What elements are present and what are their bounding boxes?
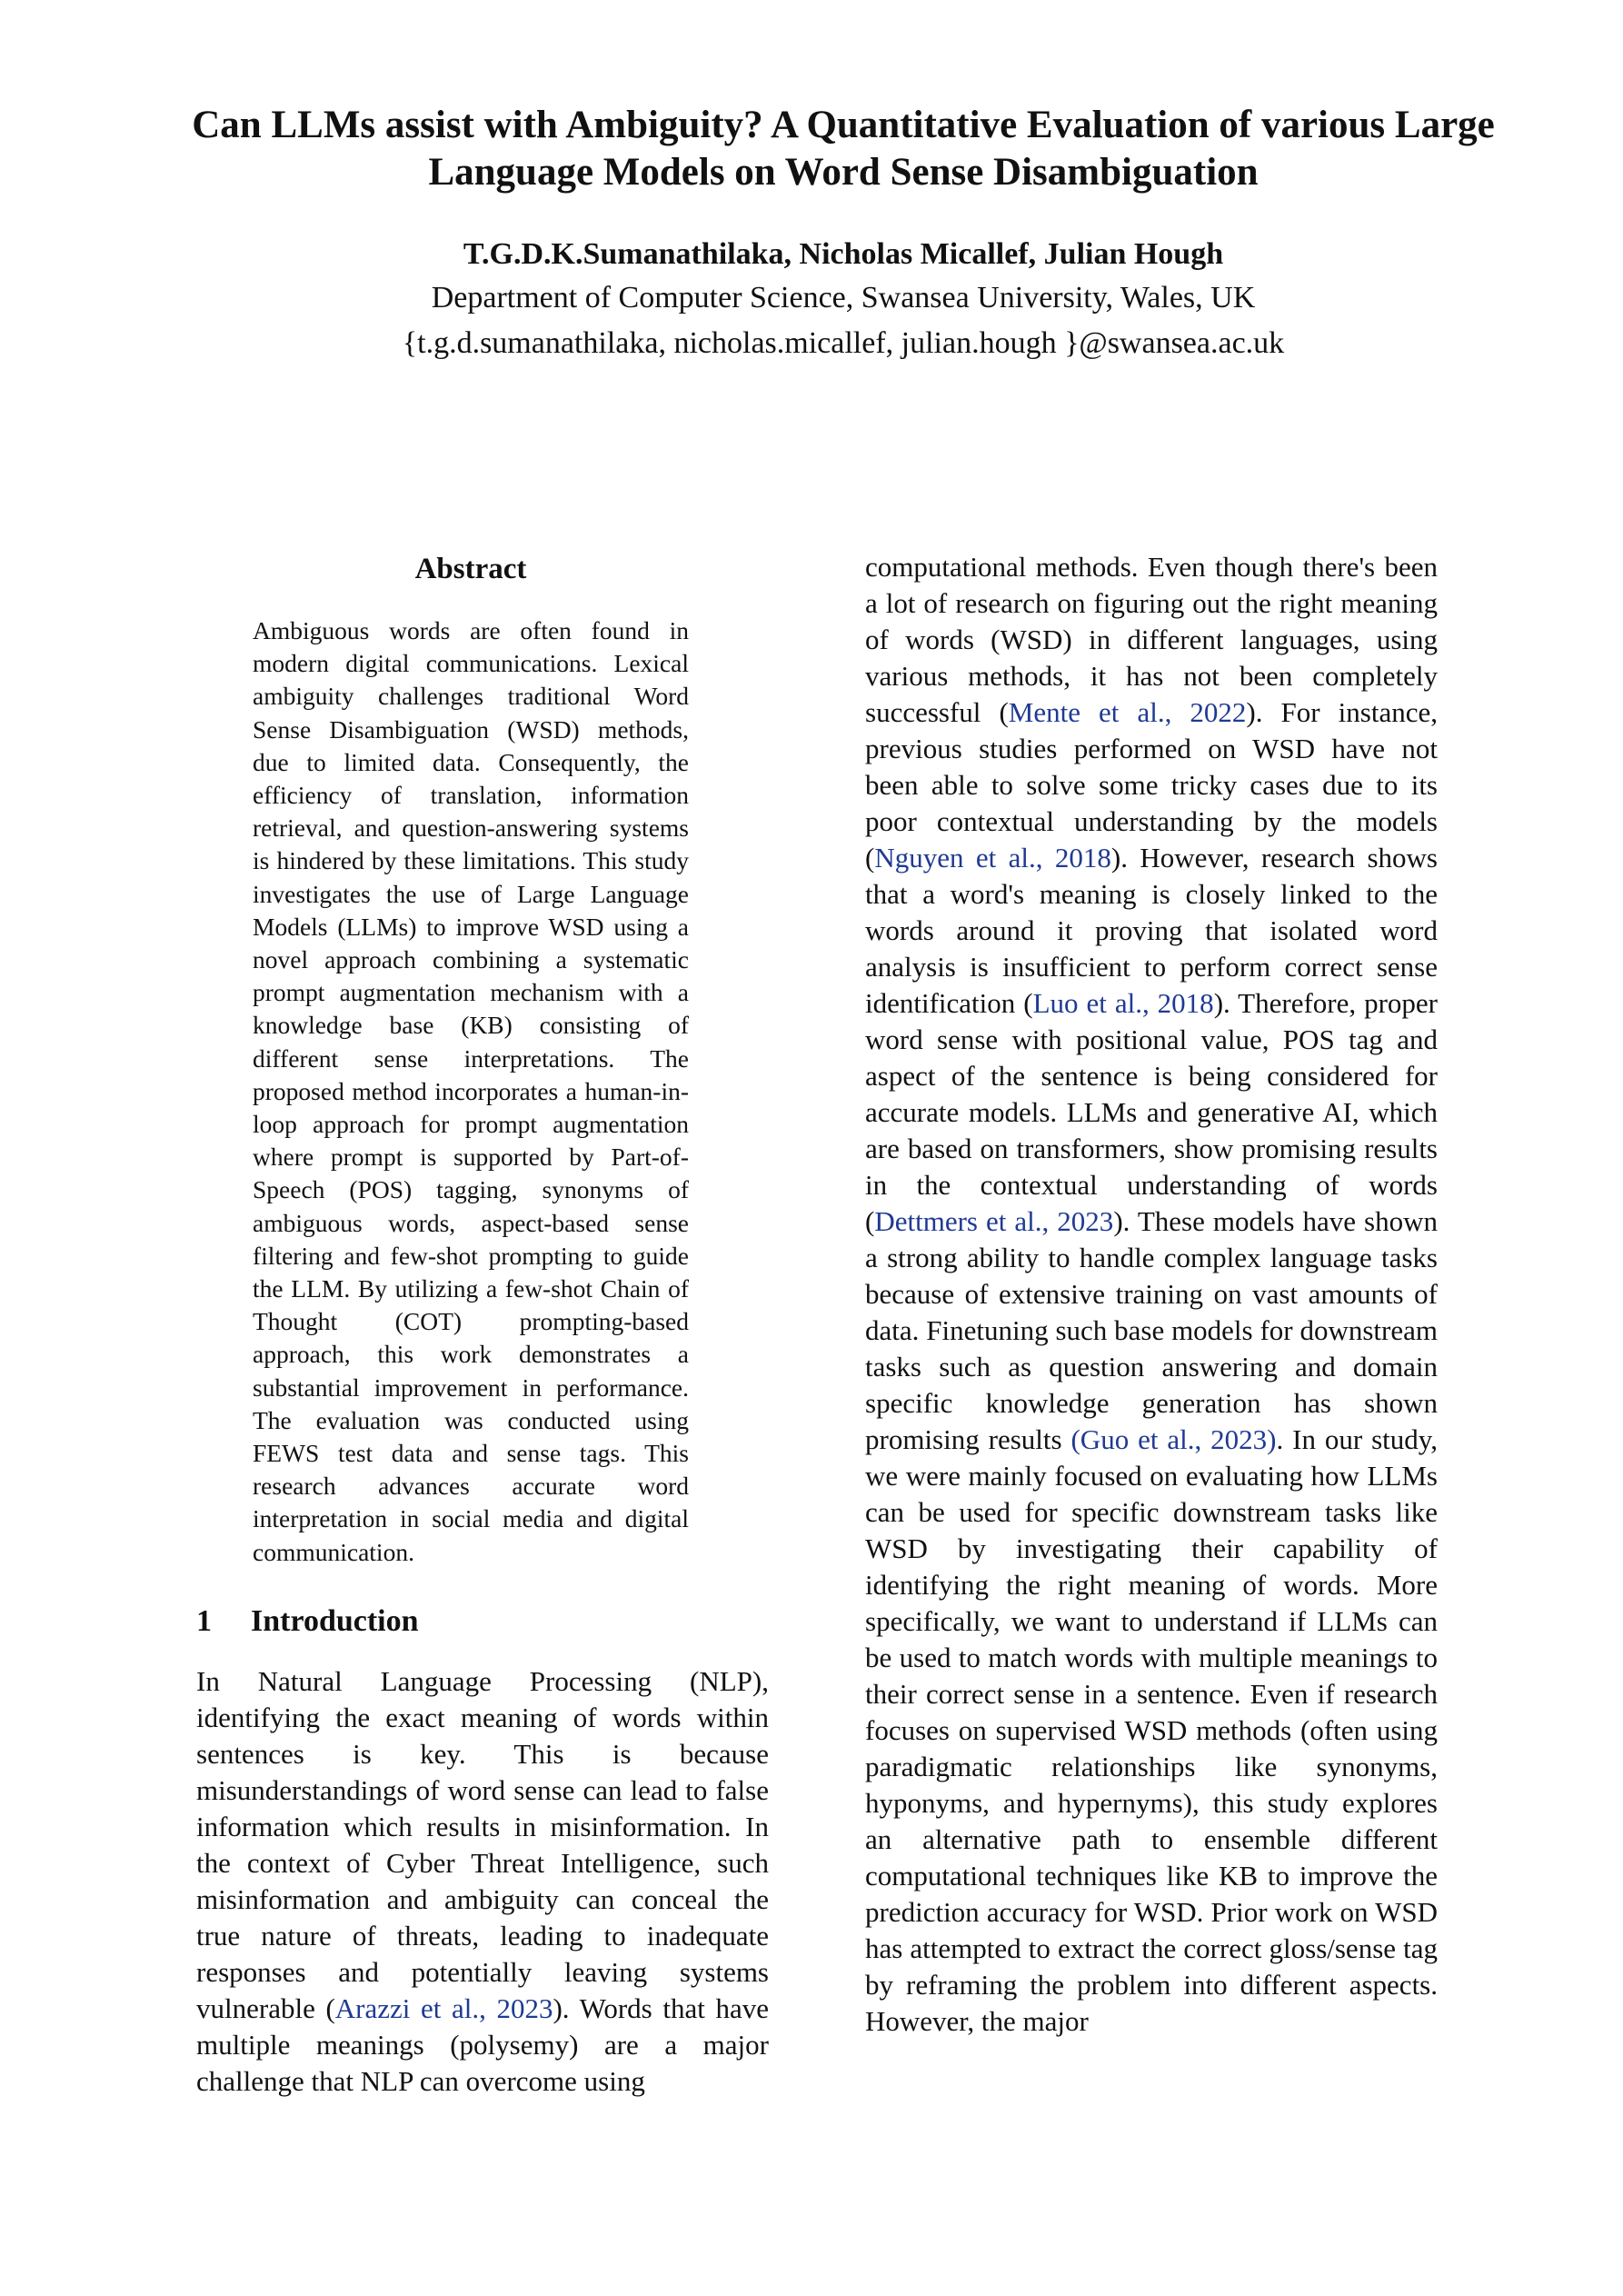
paper-title: Can LLMs assist with Ambiguity? A Quantitative Evaluation of various Large Language Models on Word Sense Disambiguation <box>192 104 1495 194</box>
intro-text: . In our study, we were mainly focused on evaluating how LLMs can be used for specific downstream tasks like WSD by investigating their capability of identifying the right meaning of words. More specifically, we want to understand if LLMs can be used to match words with multiple meanings to their correct sense in a sentence. Even if research focuses on supervised WSD methods (often using paradigmatic relationships like synonyms, hyponyms, and hypernyms), this study explores an alternative path to ensemble different computational techniques like KB to improve the prediction accuracy for WSD. Prior work on WSD has attempted to extract the correct gloss/sense tag by reframing the problem into different aspects. However, the major <box>865 1423 1439 2037</box>
citation-link[interactable]: Arazzi et al., 2023 <box>334 1992 553 2024</box>
intro-text: ). Words that have multiple meanings (polysemy) are a major challenge that NLP can overcome using <box>196 1992 769 2097</box>
abstract-heading: Abstract <box>414 553 527 585</box>
intro-text: ). However, research shows that a word's meaning is closely linked to the words around it proving that isolated word analysis is insufficient to perform correct sense identification ( <box>865 842 1438 1019</box>
intro-text: ). Therefore, proper word sense with positional value, POS tag and aspect of the sentence is being considered for accurate models. LLMs and generative AI, which are based on transformers, show promising results in the contextual understanding of words ( <box>865 987 1438 1237</box>
citation-link[interactable]: Mente et al., 2022 <box>1008 696 1247 728</box>
affiliation: Department of Computer Science, Swansea University, Wales, UK <box>431 281 1256 314</box>
intro-text: ). For instance, previous studies performed on WSD have not been able to solve some tricky cases due to its poor contextual understanding by the models ( <box>865 696 1438 873</box>
citation-link[interactable]: Luo et al., 2018 <box>1032 987 1214 1019</box>
citation-link[interactable]: Nguyen et al., 2018 <box>874 842 1111 873</box>
intro-text: computational methods. Even though there's been a lot of research on figuring out the right meaning of words (WSD) in different languages, using various methods, it has not been completely successful ( <box>865 551 1438 728</box>
introduction-paragraph-right <box>865 549 1438 2040</box>
intro-text: ). These models have shown a strong ability to handle complex language tasks because of extensive training on vast amounts of data. Finetuning such base models for downstream tasks such as question answering and domain specific knowledge generation has shown promising results <box>865 1205 1438 1455</box>
citation-link[interactable]: (Guo et al., 2023) <box>1070 1423 1277 1455</box>
section-title: Introduction <box>251 1604 419 1638</box>
intro-text: In Natural Language Processing (NLP), identifying the exact meaning of words within sentences is key. This is because misunderstandings of word sense can lead to false information which results in misinformation. In the context of Cyber Threat Intelligence, such misinformation and ambiguity can conceal the true nature of threats, leading to inadequate responses and potentially leaving systems vulnerable ( <box>196 1665 769 2024</box>
author-emails: {t.g.d.sumanathilaka, nicholas.micallef, julian.hough }@swansea.ac.uk <box>402 326 1285 360</box>
citation-link[interactable]: Dettmers et al., 2023 <box>874 1205 1114 1237</box>
section-heading-introduction <box>196 1602 769 1642</box>
author-list: T.G.D.K.Sumanathilaka, Nicholas Micallef, Julian Hough <box>463 237 1224 271</box>
introduction-paragraph-left <box>196 1663 769 2100</box>
section-number: 1 <box>196 1604 212 1638</box>
abstract-text: Ambiguous words are often found in modern digital communications. Lexical ambiguity challenges traditional Word Sense Disambiguation (WSD) methods, due to limited data. Consequently, the efficiency of translation, information retrieval, and question-answering systems is hindered by these limitations. This study investigates the use of Large Language Models (LLMs) to improve WSD using a novel approach combining a systematic prompt augmentation mechanism with a knowledge base (KB) consisting of different sense interpretations. The proposed method incorporates a human-in-loop approach for prompt augmentation where prompt is supported by Part-of-Speech (POS) tagging, synonyms of ambiguous words, aspect-based sense filtering and few-shot prompting to guide the LLM. By utilizing a few-shot Chain of Thought (COT) prompting-based approach, this work demonstrates a substantial improvement in performance. The evaluation was conducted using FEWS test data and sense tags. This research advances accurate word interpretation in social media and digital communication. <box>253 616 689 1566</box>
